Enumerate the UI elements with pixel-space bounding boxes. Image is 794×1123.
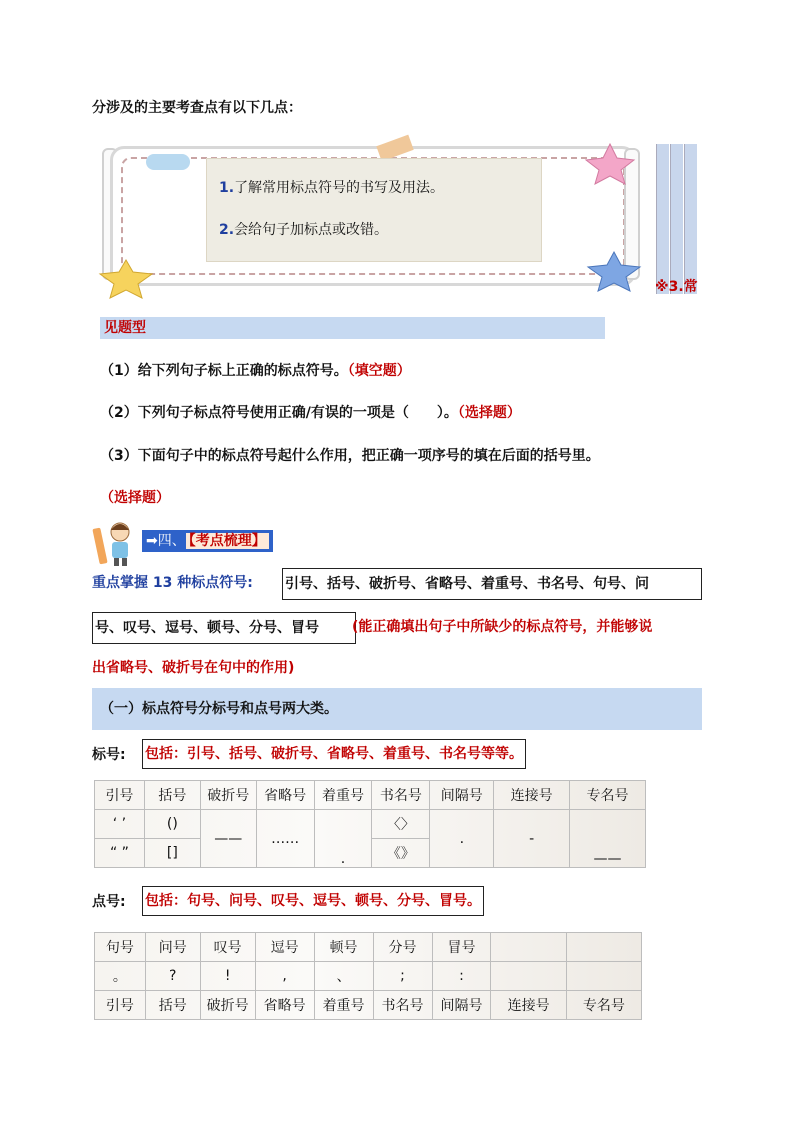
table2-header: 句号 (95, 933, 146, 962)
table2-header2: 省略号 (255, 991, 314, 1020)
table2-header2: 专名号 (566, 991, 641, 1020)
section4-title: 【考点梳理】 (186, 533, 269, 549)
dianhao-content: 包括：句号、问号、叹号、逗号、顿号、分号、冒号。 (142, 886, 484, 916)
table2-symbol (491, 962, 566, 991)
key-note-line-2: 出省略号、破折号在句中的作用) (92, 660, 295, 676)
note-item-2-text: 会给句子加标点或改错。 (234, 222, 389, 238)
table2-symbol (566, 962, 641, 991)
note-item-1-number: 1. (219, 180, 235, 196)
table2-header: 逗号 (255, 933, 314, 962)
table2-symbol-row (95, 962, 642, 991)
table2-header: 问号 (145, 933, 200, 962)
table1-header: 连接号 (494, 781, 570, 810)
key-list-line-1: 引号、括号、破折号、省略号、着重号、书名号、句号、问 (282, 568, 702, 600)
pink-star-icon (582, 142, 638, 186)
type-item-2-tag: （选择题） (457, 405, 521, 421)
blue-star-icon (584, 250, 644, 294)
type-item-2-text: （2）下列句子标点符号使用正确/有误的一项是（ ）。 (100, 405, 458, 421)
type-item-3-tag: （选择题） (100, 490, 170, 506)
quote-single-cell: ‘ ’ (95, 810, 145, 839)
side-bar-1 (656, 144, 669, 294)
type-item-1-tag: （填空题） (347, 363, 411, 379)
table1-header: 专名号 (570, 781, 646, 810)
section4-badge (142, 530, 273, 552)
types-heading: 见题型 (104, 320, 146, 336)
types-heading-band (100, 317, 605, 339)
dianhao-label: 点号: (92, 894, 126, 910)
table2-header (566, 933, 641, 962)
bracket-cell: [] (144, 839, 200, 868)
emphasis-cell: . (314, 810, 372, 868)
book-single-cell: 〈〉 (372, 810, 430, 839)
table2-header: 顿号 (314, 933, 373, 962)
connector-cell: - (494, 810, 570, 868)
table1-header: 着重号 (314, 781, 372, 810)
table1-header-row (95, 781, 646, 810)
table1-header: 破折号 (200, 781, 256, 810)
proper-noun-cell: —— (570, 810, 646, 868)
biaohao-content: 包括：引号、括号、破折号、省略号、着重号、书名号等等。 (142, 739, 526, 769)
table2-header2: 括号 (145, 991, 200, 1020)
table1-header: 引号 (95, 781, 145, 810)
paren-cell: () (144, 810, 200, 839)
subsection-title: （一）标点符号分标号和点号两大类。 (100, 701, 338, 717)
cloud-icon (146, 154, 190, 170)
type-item-3-text: （3）下面句子中的标点符号起什么作用，把正确一项序号的填在后面的括号里。 (100, 448, 600, 464)
table2-symbol: ; (373, 962, 432, 991)
note-item-1 (219, 177, 444, 197)
table2-header2: 连接号 (491, 991, 566, 1020)
table2-header: 冒号 (432, 933, 491, 962)
note-item-2-number: 2. (219, 222, 235, 238)
notes-box (206, 158, 542, 262)
dianhao-table (94, 932, 642, 1020)
intro-text: 分涉及的主要考查点有以下几点： (92, 100, 302, 116)
type-item-3 (100, 446, 600, 466)
type-item-1 (100, 361, 411, 381)
note-item-2 (219, 219, 388, 239)
table2-header2: 引号 (95, 991, 146, 1020)
interpunct-cell: . (430, 810, 494, 868)
key-list-line-2: 号、叹号、逗号、顿号、分号、冒号 (92, 612, 356, 644)
table2-header (491, 933, 566, 962)
table2-symbol: : (432, 962, 491, 991)
student-with-pencil-icon (92, 518, 138, 568)
side-bar-2 (670, 144, 683, 294)
subsection-band (92, 688, 702, 730)
dash-cell: —— (200, 810, 256, 868)
table2-symbol: 。 (95, 962, 146, 991)
table1-header: 书名号 (372, 781, 430, 810)
table2-header-row-2 (95, 991, 642, 1020)
side-label: ※3.常 (655, 279, 698, 295)
table1-header: 括号 (144, 781, 200, 810)
table2-symbol: 、 (314, 962, 373, 991)
table2-header2: 间隔号 (432, 991, 491, 1020)
note-item-1-text: 了解常用标点符号的书写及用法。 (234, 180, 445, 196)
table1-header: 间隔号 (430, 781, 494, 810)
table2-header2: 破折号 (200, 991, 255, 1020)
type-item-2 (100, 403, 521, 423)
table2-header-row (95, 933, 642, 962)
quote-double-cell: “ ” (95, 839, 145, 868)
table2-symbol: , (255, 962, 314, 991)
biaohao-table (94, 780, 646, 868)
key-label: 重点掌握 13 种标点符号: (92, 575, 253, 591)
table1-header: 省略号 (256, 781, 314, 810)
table2-symbol: ! (200, 962, 255, 991)
type-item-1-text: （1）给下列句子标上正确的标点符号。 (100, 363, 348, 379)
book-double-cell: 《》 (372, 839, 430, 868)
table2-header2: 书名号 (373, 991, 432, 1020)
table2-header: 分号 (373, 933, 432, 962)
table1-symbol-row-1 (95, 810, 646, 839)
section4-arrow: ➡四、 (146, 533, 186, 549)
key-note-line-1: (能正确填出句子中所缺少的标点符号，并能够说 (352, 619, 653, 635)
table2-header: 叹号 (200, 933, 255, 962)
yellow-star-icon (96, 258, 156, 300)
table2-header2: 着重号 (314, 991, 373, 1020)
ellipsis-cell: …… (256, 810, 314, 868)
scroll-frame (92, 138, 652, 288)
biaohao-label: 标号: (92, 747, 126, 763)
table2-symbol: ? (145, 962, 200, 991)
side-bar-3 (684, 144, 697, 294)
